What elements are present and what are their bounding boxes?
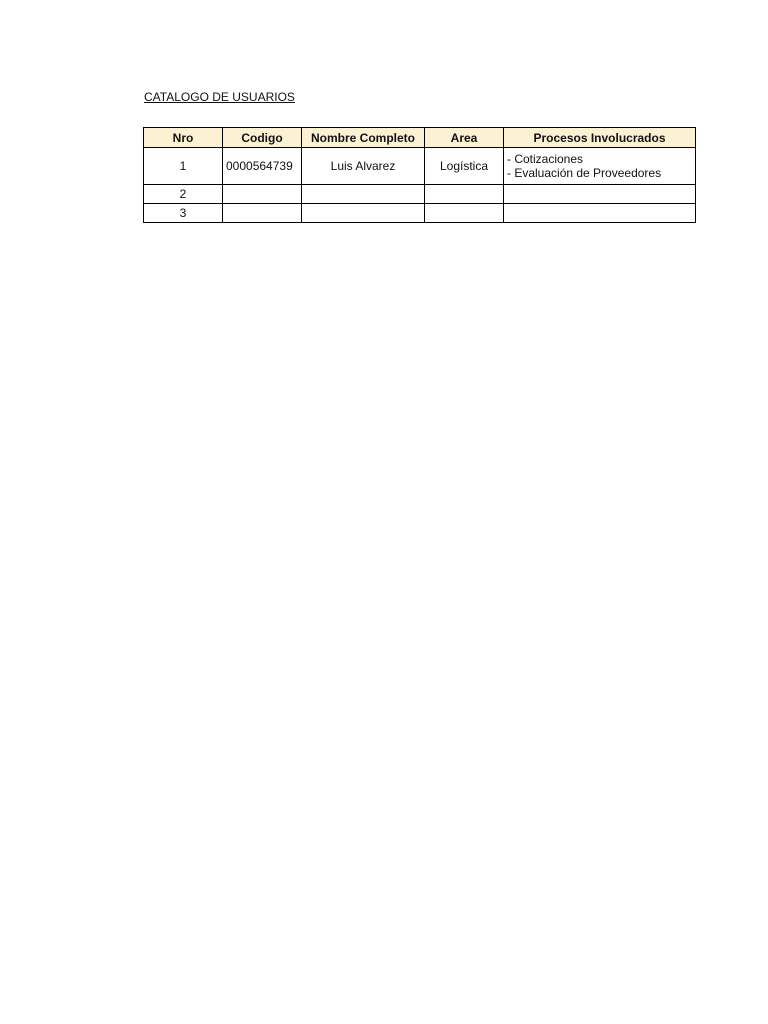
cell-area: [425, 185, 504, 204]
table-row: [144, 204, 696, 223]
table-header-row: [144, 128, 696, 148]
proceso-item: - Cotizaciones: [507, 152, 584, 166]
header-nombre-completo: Nombre Completo: [302, 128, 425, 148]
cell-procesos: [504, 185, 696, 204]
cell-nro: 1: [144, 148, 223, 185]
header-nro: Nro: [144, 128, 223, 148]
cell-nro: 3: [144, 204, 223, 223]
cell-nombre: [302, 185, 425, 204]
header-area: Area: [425, 128, 504, 148]
table-row: [144, 185, 696, 204]
cell-area: Logística: [425, 148, 504, 185]
table-row: [144, 148, 696, 185]
cell-procesos: [504, 204, 696, 223]
cell-codigo: [223, 185, 302, 204]
cell-nro: 2: [144, 185, 223, 204]
proceso-item: - Evaluación de Proveedores: [507, 166, 662, 180]
header-codigo: Codigo: [223, 128, 302, 148]
cell-nombre: [302, 204, 425, 223]
users-catalog-table: [143, 127, 696, 223]
page-title: CATALOGO DE USUARIOS: [144, 90, 295, 104]
cell-procesos: [504, 148, 696, 185]
cell-area: [425, 204, 504, 223]
cell-nombre: Luis Alvarez: [302, 148, 425, 185]
header-procesos-involucrados: Procesos Involucrados: [504, 128, 696, 148]
cell-codigo: 0000564739: [223, 148, 302, 185]
cell-codigo: [223, 204, 302, 223]
